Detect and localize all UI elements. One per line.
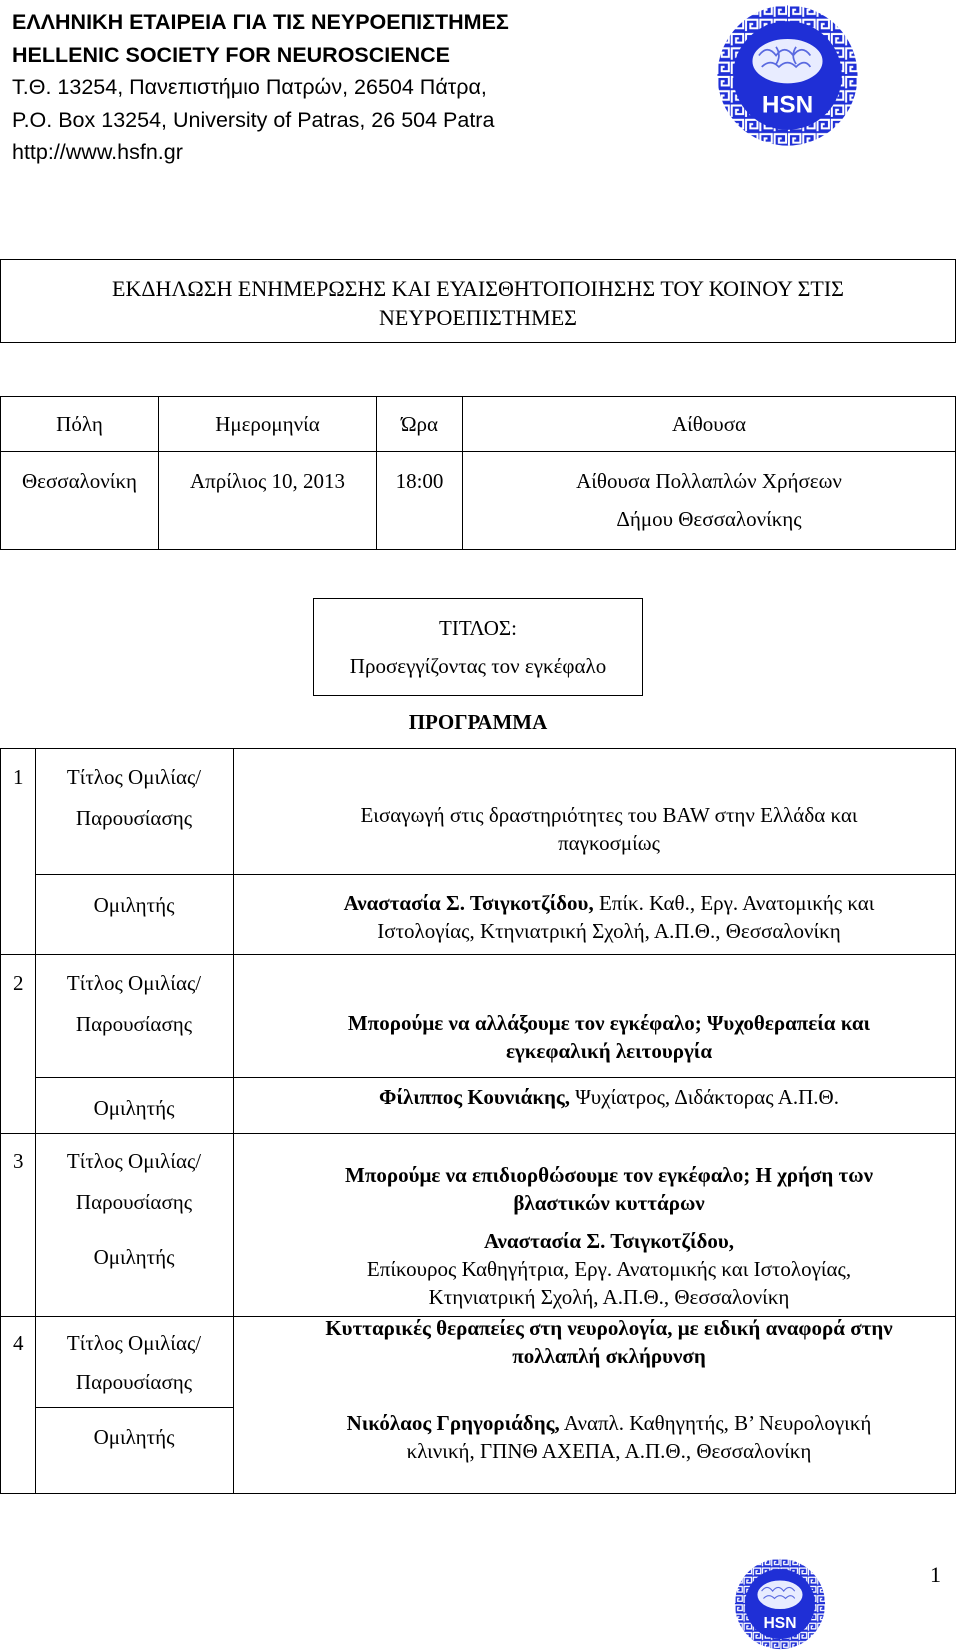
cell-hall xyxy=(463,452,956,550)
talk-title-line1: Μπορούμε να επιδιορθώσουμε τον εγκέφαλο; Η χρήση των xyxy=(345,1163,873,1187)
society-header xyxy=(12,6,509,169)
column-divider xyxy=(233,749,234,1493)
talk-title-line1: Μπορούμε να αλλάξουμε τον εγκέφαλο; Ψυχοθεραπεία και xyxy=(347,1011,871,1035)
cell-city: Θεσσαλονίκη xyxy=(1,452,159,550)
society-name-english: HELLENIC SOCIETY FOR NEUROSCIENCE xyxy=(12,42,451,67)
website-link[interactable]: http://www.hsfn.gr xyxy=(12,140,183,164)
row-divider xyxy=(35,1407,233,1408)
speaker-line3: Κτηνιατρική Σχολή, Α.Π.Θ., Θεσσαλονίκη xyxy=(428,1285,790,1309)
address-greek: Τ.Θ. 13254, Πανεπιστήμιο Πατρών, 26504 Πάτρα, xyxy=(12,75,487,99)
speaker-line2: Επίκουρος Καθηγήτρια, Εργ. Ανατομικής και Ιστολογίας, xyxy=(366,1257,852,1281)
speaker-line2: κλινική, ΓΠΝΘ ΑΧΕΠΑ, Α.Π.Θ., Θεσσαλονίκη xyxy=(406,1439,812,1463)
speaker-line1 xyxy=(261,1409,957,1437)
row-divider xyxy=(1,954,955,955)
hsn-logo-icon xyxy=(734,1558,826,1650)
speaker-line1 xyxy=(261,889,957,917)
speaker-line1 xyxy=(261,1083,957,1111)
talk-title xyxy=(261,1009,957,1065)
title-label-1: Τίτλος Ομιλίας/ xyxy=(66,1331,202,1355)
speaker-name: Αναστασία Σ. Τσιγκοτζίδου, xyxy=(343,891,594,915)
speaker-name: Νικόλαος Γρηγοριάδης, xyxy=(346,1411,560,1435)
program-table xyxy=(0,748,956,1494)
speaker-label: Ομιλητής xyxy=(93,1096,175,1120)
speaker-affiliation: Αναπλ. Καθηγητής, Β’ Νευρολογική xyxy=(559,1411,872,1435)
talk-title-line2: βλαστικών κυττάρων xyxy=(513,1191,705,1215)
talk-title xyxy=(261,1161,957,1217)
table-row xyxy=(1,452,956,550)
speaker-name: Αναστασία Σ. Τσιγκοτζίδου, xyxy=(483,1229,735,1253)
row-divider xyxy=(35,874,955,875)
item-number: 2 xyxy=(13,971,24,995)
row-divider xyxy=(35,1077,955,1078)
hsn-logo-icon xyxy=(716,4,859,147)
talk-title xyxy=(261,1314,957,1370)
hall-line1: Αίθουσα Πολλαπλών Χρήσεων xyxy=(576,469,842,493)
talk-title-box xyxy=(313,598,643,696)
title-label-2: Παρουσίασης xyxy=(75,1190,193,1214)
title-label: ΤΙΤΛΟΣ: xyxy=(439,616,517,640)
header-hall: Αίθουσα xyxy=(463,397,956,452)
item-number: 4 xyxy=(13,1331,24,1355)
logo-text: HSN xyxy=(761,91,814,119)
title-value: Προσεγγίζοντας τον εγκέφαλο xyxy=(349,654,607,678)
talk-title-line2: παγκοσμίως xyxy=(558,831,660,855)
speaker-line2: Ιστολογίας, Κτηνιατρική Σχολή, Α.Π.Θ., Θεσσαλονίκη xyxy=(377,919,841,943)
title-label-1: Τίτλος Ομιλίας/ xyxy=(66,765,202,789)
event-title-box xyxy=(0,259,956,343)
speaker-label: Ομιλητής xyxy=(93,1425,175,1449)
cell-date: Απρίλιος 10, 2013 xyxy=(159,452,377,550)
logo-text: HSN xyxy=(763,1614,797,1632)
title-label-2: Παρουσίασης xyxy=(75,806,193,830)
speaker-info xyxy=(261,1083,957,1111)
speaker-info xyxy=(261,889,957,945)
speaker-info xyxy=(261,1227,957,1311)
header-date: Ημερομηνία xyxy=(159,397,377,452)
event-title-line1: ΕΚΔΗΛΩΣΗ ΕΝΗΜΕΡΩΣΗΣ ΚΑΙ ΕΥΑΙΣΘΗΤΟΠΟΙΗΣΗΣ ΤΟΥ ΚΟΙΝΟΥ ΣΤΙΣ xyxy=(112,276,844,301)
page-number: 1 xyxy=(930,1562,941,1587)
title-label-2: Παρουσίασης xyxy=(75,1370,193,1394)
talk-title-line1: Εισαγωγή στις δραστηριότητες του BAW στην Ελλάδα και xyxy=(360,803,858,827)
speaker-affiliation: Ψυχίατρος, Διδάκτορας Α.Π.Θ. xyxy=(570,1085,839,1109)
talk-title xyxy=(261,801,957,857)
talk-title-line1: Κυτταρικές θεραπείες στη νευρολογία, με ειδική αναφορά στην xyxy=(325,1316,893,1340)
item-number: 3 xyxy=(13,1149,24,1173)
speaker-label: Ομιλητής xyxy=(93,893,175,917)
title-label-2: Παρουσίασης xyxy=(75,1012,193,1036)
row-divider xyxy=(1,1133,955,1134)
hall-line2: Δήμου Θεσσαλονίκης xyxy=(616,507,802,531)
speaker-label: Ομιλητής xyxy=(93,1245,175,1269)
item-number: 1 xyxy=(13,765,24,789)
title-label-1: Τίτλος Ομιλίας/ xyxy=(66,971,202,995)
speaker-affiliation: Επίκ. Καθ., Εργ. Ανατομικής και xyxy=(593,891,875,915)
header-city: Πόλη xyxy=(1,397,159,452)
talk-title-line2: πολλαπλή σκλήρυνση xyxy=(512,1344,706,1368)
society-name-greek: ΕΛΛΗΝΙΚΗ ΕΤΑΙΡΕΙΑ ΓΙΑ ΤΙΣ ΝΕΥΡΟΕΠΙΣΤΗΜΕΣ xyxy=(12,10,509,34)
title-label-1: Τίτλος Ομιλίας/ xyxy=(66,1149,202,1173)
header-time: Ώρα xyxy=(377,397,463,452)
table-header-row xyxy=(1,397,956,452)
speaker-name: Φίλιππος Κουνιάκης, xyxy=(379,1085,571,1109)
address-english: P.O. Box 13254, University of Patras, 26 504 Patra xyxy=(12,107,495,132)
event-title-line2: ΝΕΥΡΟΕΠΙΣΤΗΜΕΣ xyxy=(379,305,577,330)
speaker-info xyxy=(261,1409,957,1465)
cell-time: 18:00 xyxy=(377,452,463,550)
event-info-table xyxy=(0,396,956,550)
talk-title-line2: εγκεφαλική λειτουργία xyxy=(505,1039,713,1063)
program-heading: ΠΡΟΓΡΑΜΜΑ xyxy=(408,710,548,734)
